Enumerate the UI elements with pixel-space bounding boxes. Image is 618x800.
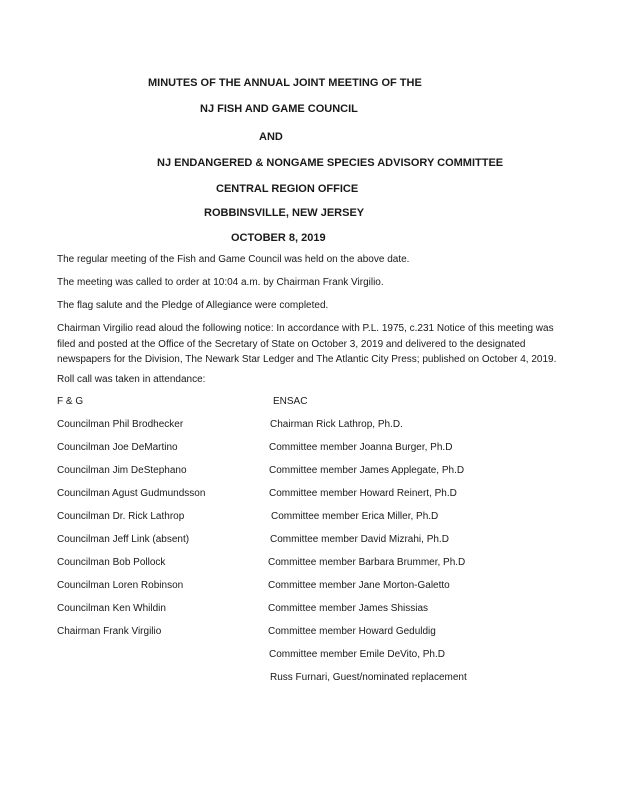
- attendance-row: [0, 534, 618, 549]
- heading-line-3: AND: [259, 131, 283, 143]
- fg-member: Councilman Joe DeMartino: [57, 442, 178, 453]
- paragraph-meeting-held: The regular meeting of the Fish and Game Council was held on the above date.: [57, 254, 410, 265]
- ensac-member: Committee member Joanna Burger, Ph.D: [269, 442, 453, 453]
- fg-member: Chairman Frank Virgilio: [57, 626, 162, 637]
- heading-line-5: CENTRAL REGION OFFICE: [216, 183, 359, 195]
- attendance-row: [0, 488, 618, 503]
- paragraph-called-to-order: The meeting was called to order at 10:04 a.m. by Chairman Frank Virgilio.: [57, 277, 384, 288]
- ensac-member: Russ Furnari, Guest/nominated replacement: [270, 672, 467, 683]
- attendance-row: [0, 442, 618, 457]
- paragraph-flag-salute: The flag salute and the Pledge of Allegiance were completed.: [57, 300, 329, 311]
- attendance-row: [0, 580, 618, 595]
- ensac-member: Committee member Jane Morton-Galetto: [268, 580, 450, 591]
- attendance-row: [0, 672, 618, 687]
- fg-member: Councilman Phil Brodhecker: [57, 419, 184, 430]
- fg-member: Councilman Agust Gudmundsson: [57, 488, 206, 499]
- fg-member: Councilman Ken Whildin: [57, 603, 166, 614]
- ensac-member: Committee member Erica Miller, Ph.D: [271, 511, 439, 522]
- attendance-row: [0, 511, 618, 526]
- heading-line-4: NJ ENDANGERED & NONGAME SPECIES ADVISORY COMMITTEE: [157, 157, 504, 169]
- fg-member: Councilman Dr. Rick Lathrop: [57, 511, 185, 522]
- attendance-row: [0, 465, 618, 480]
- paragraph-roll-call: Roll call was taken in attendance:: [57, 374, 206, 385]
- heading-line-6: ROBBINSVILLE, NEW JERSEY: [204, 207, 365, 219]
- ensac-member: Committee member Barbara Brummer, Ph.D: [268, 557, 466, 568]
- heading-line-7: OCTOBER 8, 2019: [231, 232, 326, 244]
- ensac-member: Committee member Emile DeVito, Ph.D: [269, 649, 445, 660]
- ensac-member: Committee member Howard Reinert, Ph.D: [269, 488, 457, 499]
- fg-column-label: F & G: [57, 396, 84, 407]
- fg-member: Councilman Jim DeStephano: [57, 465, 187, 476]
- attendance-row: [0, 603, 618, 618]
- fg-member: Councilman Jeff Link (absent): [57, 534, 190, 545]
- fg-member: Councilman Loren Robinson: [57, 580, 184, 591]
- fg-member: Councilman Bob Pollock: [57, 557, 166, 568]
- attendance-row: [0, 419, 618, 434]
- attendance-row: [0, 649, 618, 664]
- ensac-member: Committee member Howard Geduldig: [268, 626, 436, 637]
- heading-line-1: MINUTES OF THE ANNUAL JOINT MEETING OF THE: [148, 77, 422, 89]
- paragraph-notice: Chairman Virgilio read aloud the following notice: In accordance with P.L. 1975, c.231 Notice of this meeting was filed and posted at the Office of the Secretary of State on October 3, 2019 and delivered to the designated newspapers for the Division, The Newark Star Ledger and The Atlantic City Press; published on October 4, 2019.: [57, 323, 557, 365]
- attendance-row: [0, 626, 618, 641]
- ensac-member: Committee member James Applegate, Ph.D: [269, 465, 465, 476]
- ensac-member: Chairman Rick Lathrop, Ph.D.: [270, 419, 403, 430]
- attendance-row: [0, 557, 618, 572]
- heading-line-2: NJ FISH AND GAME COUNCIL: [200, 103, 358, 115]
- ensac-member: Committee member James Shissias: [268, 603, 429, 614]
- ensac-column-label: ENSAC: [273, 396, 308, 407]
- ensac-member: Committee member David Mizrahi, Ph.D: [270, 534, 449, 545]
